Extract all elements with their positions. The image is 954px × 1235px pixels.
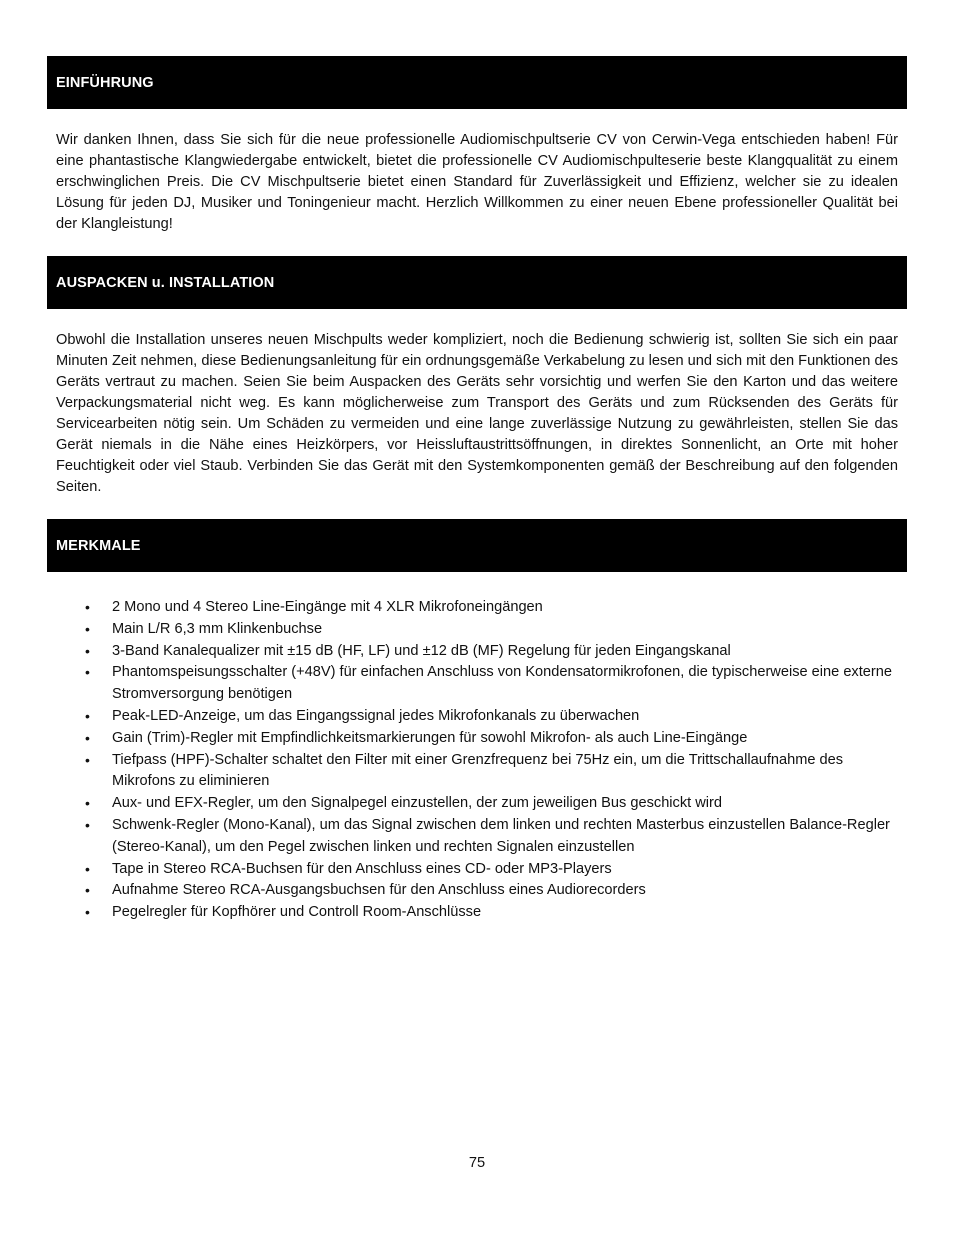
install-paragraph: Obwohl die Installation unseres neuen Mischpults weder kompliziert, noch die Bedienung schwierig ist, sollten Sie sich ein paar Minuten Zeit nehmen, diese Bedienungsanleitung für ein ordnungsgemäße Verkabelung zu lesen und sich mit den Funktionen des Geräts vertraut zu machen. Seien Sie beim Auspacken des Geräts sehr vorsichtig und werfen Sie den Karton und das weitere Verpackungsmaterial nicht weg. Es kann möglicherweise zum Transport des Geräts und zum Rücksenden des Geräts für Servicearbeiten nötig sein. Um Schäden zu vermeiden und eine lange zuverlässige Nutzung zu gewährleisten, stellen Sie das Gerät niemals in die Nähe eines Heizkörpers, vor Heissluftaustrittsöffnungen, in direktes Sonnenlicht, an Orte mit hoher Feuchtigkeit oder viel Staub. Verbinden Sie das Gerät mit den Systemkomponenten gemäß der Beschreibung auf den folgenden Seiten.	[56, 332, 898, 495]
bullet-icon: •	[85, 904, 90, 921]
list-item	[56, 815, 898, 859]
list-item-text: Tape in Stereo RCA-Buchsen für den Anschluss eines CD- oder MP3-Players	[112, 860, 612, 877]
list-item	[56, 750, 898, 794]
list-item-text: Aux- und EFX-Regler, um den Signalpegel einzustellen, der zum jeweiligen Bus geschickt wird	[112, 795, 723, 812]
list-item	[56, 706, 898, 728]
list-item	[56, 728, 898, 750]
section-heading-merkmale	[47, 519, 907, 572]
section-heading-text: MERKMALE	[56, 537, 141, 554]
bullet-icon: •	[85, 707, 90, 724]
bullet-icon: •	[85, 795, 90, 812]
bullet-icon: •	[85, 751, 90, 768]
bullet-icon: •	[85, 620, 90, 637]
list-item-text: Pegelregler für Kopfhörer und Controll Room-Anschlüsse	[112, 904, 482, 921]
list-item-text: Gain (Trim)-Regler mit Empfindlichkeitsmarkierungen für sowohl Mikrofon- als auch Line-Eingänge	[112, 729, 748, 746]
section-heading-text: EINFÜHRUNG	[56, 74, 154, 91]
list-item	[56, 641, 898, 663]
list-item-text: Tiefpass (HPF)-Schalter schaltet den Filter mit einer Grenzfrequenz bei 75Hz ein, um die Trittschallaufnahme des Mikrofons zu eliminieren	[112, 751, 844, 790]
intro-paragraph: Wir danken Ihnen, dass Sie sich für die neue professionelle Audiomischpultserie CV von Cerwin-Vega entschieden haben! Für eine phantastische Klangwiedergabe entwickelt, bietet die professionelle CV Audiomischpulteserie beste Klangqualität zu einem erschwinglichen Preis. Die CV Mischpultserie bietet einen Standard für Zuverlässigkeit und Effizienz, welcher sie zu idealen Lösung für jeden DJ, Musiker und Toningenieur macht. Herzlich Willkommen zu einer neuen Ebene professioneller Qualität bei der Klangleistung!	[56, 132, 898, 232]
bullet-icon: •	[85, 816, 90, 833]
page-number: 75	[468, 1155, 486, 1171]
section-heading-auspacken-installation	[47, 256, 907, 309]
list-item	[56, 793, 898, 815]
list-item-text: Main L/R 6,3 mm Klinkenbuchse	[112, 620, 323, 637]
list-item-text: 2 Mono und 4 Stereo Line-Eingänge mit 4 XLR Mikrofoneingängen	[112, 599, 543, 615]
list-item-text: Peak-LED-Anzeige, um das Eingangssignal jedes Mikrofonkanals zu überwachen	[112, 707, 640, 724]
features-list	[56, 597, 898, 924]
list-item-text: Aufnahme Stereo RCA-Ausgangsbuchsen für den Anschluss eines Audiorecorders	[112, 882, 646, 899]
bullet-icon: •	[85, 642, 90, 659]
section-heading-einfuehrung	[47, 56, 907, 109]
list-item	[56, 619, 898, 641]
section-heading-text: AUSPACKEN u. INSTALLATION	[56, 274, 275, 291]
bullet-icon: •	[85, 860, 90, 877]
bullet-icon: •	[85, 599, 90, 615]
list-item-text: 3-Band Kanalequalizer mit ±15 dB (HF, LF) und ±12 dB (MF) Regelung für jeden Eingangskanal	[112, 642, 731, 659]
list-item	[56, 880, 898, 902]
list-item	[56, 902, 898, 924]
bullet-icon: •	[85, 664, 90, 681]
bullet-icon: •	[85, 882, 90, 899]
list-item-text: Schwenk-Regler (Mono-Kanal), um das Signal zwischen dem linken und rechten Masterbus einzustellen Balance-Regler (Stereo-Kanal), um den Pegel zwischen linken und rechten Signalen einzustellen	[112, 816, 890, 855]
list-item	[56, 597, 898, 619]
list-item	[56, 859, 898, 881]
bullet-icon: •	[85, 729, 90, 746]
list-item-text: Phantomspeisungsschalter (+48V) für einfachen Anschluss von Kondensatormikrofonen, die typischerweise eine externe Stromversorgung benötigen	[112, 664, 892, 703]
list-item	[56, 662, 898, 706]
